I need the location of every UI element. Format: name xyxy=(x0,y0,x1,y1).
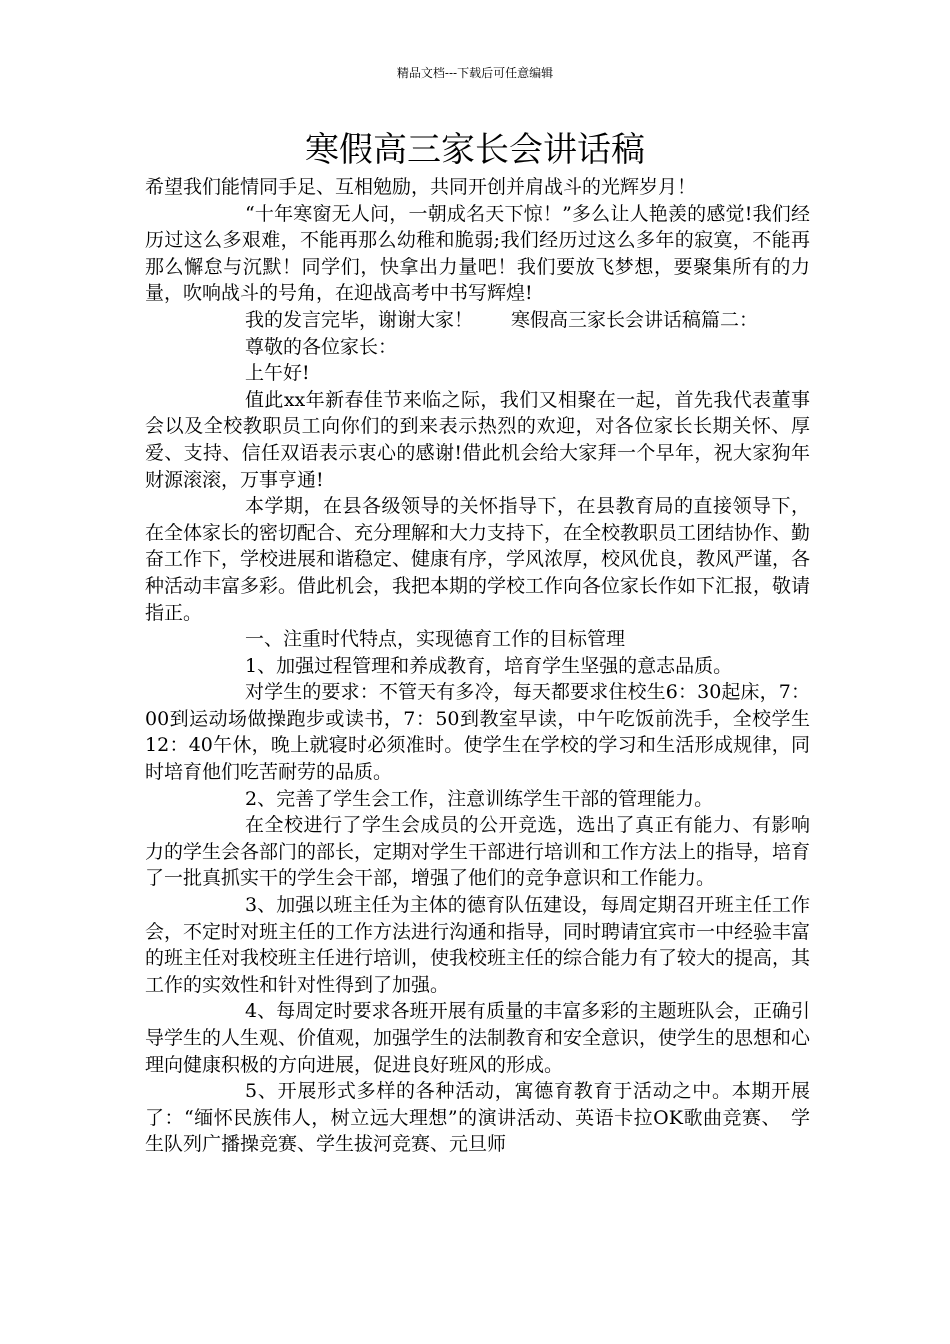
greeting: 上午好! xyxy=(245,362,310,385)
subsection-heading: 2、完善了学生会工作，注意训练学生干部的管理能力。 xyxy=(245,787,714,810)
subsection-heading: 1、加强过程管理和养成教育，培育学生坚强的意志品质。 xyxy=(245,654,733,677)
paragraph: 值此xx年新春佳节来临之际，我们又相聚在一起，首先我代表董事会以及全校教职员工向你们的到来表示热烈的欢迎，对各位家长长期关怀、厚爱、支持、信任双语表示衷心的感谢!借此机会给大家拜一个早年，祝大家狗年财源滚滚，万事亨通! xyxy=(145,388,810,491)
header-note: 精品文档---下载后可任意编辑 xyxy=(396,66,554,80)
paragraph: 我的发言完毕，谢谢大家！ 寒假高三家长会讲话稿篇二： xyxy=(245,308,759,331)
paragraph: 对学生的要求：不管天有多冷，每天都要求住校生6：30起床，7：00到运动场做操跑步或读书，7：50到教室早读，中午吃饭前洗手，全校学生12：40午休，晚上就寝时必须准时。使学生在学校的学习和生活形成规律，同时培育他们吃苦耐劳的品质。 xyxy=(145,681,810,784)
paragraph: 3、加强以班主任为主体的德育队伍建设，每周定期召开班主任工作会，不定时对班主任的工作方法进行沟通和指导，同时聘请宜宾市一中经验丰富的班主任对我校班主任进行培训，使我校班主任的综合能力有了较大的提高，其工作的实效性和针对性得到了加强。 xyxy=(145,894,811,996)
document-title: 寒假高三家长会讲话稿 xyxy=(305,130,645,170)
paragraph: 在全校进行了学生会成员的公开竞选，选出了真正有能力、有影响力的学生会各部门的部长，定期对学生干部进行培训和工作方法上的指导，培育了一批真抓实干的学生会干部，增强了他们的竞争意识和工作能力。 xyxy=(145,814,811,890)
paragraph: 希望我们能情同手足、互相勉励，共同开创并肩战斗的光辉岁月！ xyxy=(145,176,697,198)
document-body xyxy=(145,174,810,1158)
paragraph: 4、每周定时要求各班开展有质量的丰富多彩的主题班队会，正确引导学生的人生观、价值观，加强学生的法制教育和安全意识，使学生的思想和心理向健康积极的方向进展，促进良好班风的形成。 xyxy=(145,1000,811,1076)
section-heading: 一、注重时代特点，实现德育工作的目标管理 xyxy=(245,628,626,651)
paragraph: “十年寒窗无人问，一朝成名天下惊！”多么让人艳羡的感觉!我们经历过这么多艰难，不能再那么幼稚和脆弱;我们经历过这么多年的寂寞，不能再那么懈怠与沉默！同学们，快拿出力量吧！我们要放飞梦想，要聚集所有的力量，吹响战斗的号角，在迎战高考中书写辉煌! xyxy=(145,202,810,305)
paragraph: 本学期，在县各级领导的关怀指导下，在县教育局的直接领导下，在全体家长的密切配合、充分理解和大力支持下，在全校教职员工团结协作、勤奋工作下，学校进展和谐稳定、健康有序，学风浓厚，校风优良，教风严谨，各种活动丰富多彩。借此机会，我把本期的学校工作向各位家长作如下汇报，敬请指正。 xyxy=(145,495,811,624)
salutation: 尊敬的各位家长： xyxy=(245,335,398,358)
paragraph: 5、开展形式多样的各种活动，寓德育教育于活动之中。本期开展了：“缅怀民族伟人，树立远大理想”的演讲活动、英语卡拉OK歌曲竞赛、 学生队列广播操竞赛、学生拔河竞赛、元旦师 xyxy=(145,1080,810,1156)
